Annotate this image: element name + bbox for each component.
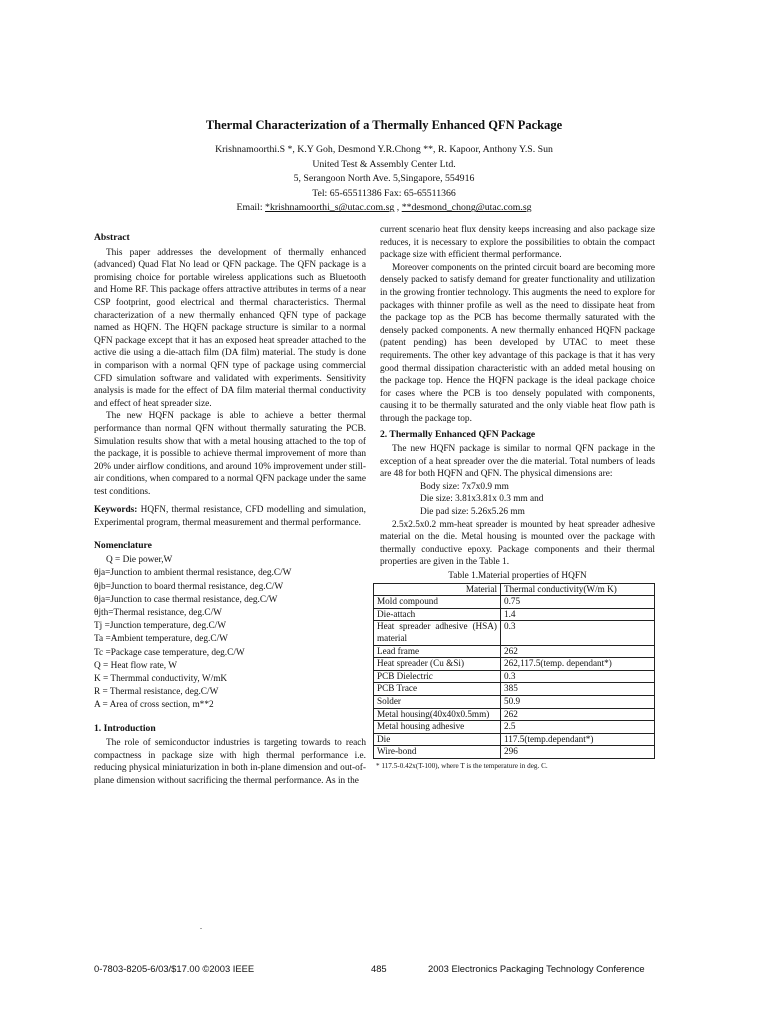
introduction-paragraph: The role of semiconductor industries is targeting towards to reach compactness in package size with high thermal performance i.e. reducing physical miniaturization in both in-plane dimension and out-of-plane dimension without sacrificing the thermal performance. As in the <box>94 738 366 787</box>
intro-paragraph-2: Moreover components on the printed circuit board are becoming more densely packed to satisfy demand for greater functionality and utilization in the growing frontier technology. This augments the need to explore for packages with thinner profile as well as the need to dissipate heat from the package top as the PCB has become thermally saturated with the densely packed components. A new thermally enhanced HQFN package (patent pending) has been developed by UTAC to meet these requirements. The other key advantage of this package is that it has very good thermal dissipation characteristic with an added metal housing on the package top. Hence the HQFN package is the ideal package choice for cases where the PCB is too densely populated with components, causing it to be thermally saturated and the only viable heat flow path is through the package top. <box>380 262 655 424</box>
table-row <box>374 695 655 708</box>
nomenclature-item: Ta =Ambient temperature, deg.C/W <box>94 634 228 645</box>
table-cell: 0.3 <box>501 670 655 683</box>
table-cell: 1.4 <box>501 608 655 621</box>
table-row <box>374 645 655 658</box>
table-row <box>374 708 655 721</box>
nomenclature-item: A = Area of cross section, m**2 <box>94 700 214 711</box>
table-row <box>374 733 655 746</box>
table-header-row <box>374 583 655 596</box>
abstract-paragraph-1: This paper addresses the development of thermally enhanced (advanced) Quad Flat No lead or QFN package. The QFN package is a promising choice for portable wireless applications such as Bluetooth and Home RF. This package offers attractive attributes in terms of a near CSP footprint, good electrical and thermal characteristics. Thermal characterization of a new thermally enhanced QFN type of package named as HQFN. The HQFN package structure is similar to a normal QFN package except that it has an exposed heat spreader attached to the active die using a die-attach film (DA film) material. The study is done in comparison with a normal QFN type of package using commercial CFD simulation software and validated with experiments. Sensitivity analysis is made for the effect of DA film material thermal conductivity and effect of heat spreader size. <box>94 247 366 409</box>
right-column <box>376 224 655 773</box>
table-cell: 262 <box>501 708 655 721</box>
nomenclature-item: θjth=Thermal resistance, deg.C/W <box>94 608 222 619</box>
email-link-1[interactable]: *krishnamoorthi_s@utac.com.sg <box>265 202 395 214</box>
intro-continued-paragraph: current scenario heat flux density keeps increasing and also package size reduces, it is necessary to explore the possibilities to obtain the compact package size with efficient thermal performance. <box>380 225 655 261</box>
table-footnote: * 117.5-0.42x(T-100), where T is the temperature in deg. C. <box>376 761 548 770</box>
table-cell: Metal housing(40x40x0.5mm) <box>374 708 501 721</box>
table-cell: Mold compound <box>374 596 501 609</box>
email-prefix: Email: <box>236 202 266 214</box>
author-address: 5, Serangoon North Ave. 5,Singapore, 554916 <box>293 173 475 185</box>
keywords-text: HQFN, thermal resistance, CFD modelling and simulation, Experimental program, thermal measurement and thermal performance. <box>94 505 366 529</box>
table-caption: Table 1.Material properties of HQFN <box>448 571 587 582</box>
material-properties-table <box>373 583 655 759</box>
table-row <box>374 683 655 696</box>
table-cell: 385 <box>501 683 655 696</box>
table-row <box>374 596 655 609</box>
stray-mark: . <box>200 922 202 931</box>
table-cell: Wire-bond <box>374 746 501 759</box>
table-cell: 296 <box>501 746 655 759</box>
email-separator: , <box>394 202 402 214</box>
table-cell: 50.9 <box>501 695 655 708</box>
author-names: Krishnamoorthi.S *, K.Y Goh, Desmond Y.R.Chong **, R. Kapoor, Anthony Y.S. Sun <box>215 144 553 155</box>
nomenclature-item: Q = Die power,W <box>106 555 173 566</box>
table-cell: 0.75 <box>501 596 655 609</box>
table-cell: 0.3 <box>501 621 655 645</box>
footer-copyright: 0-7803-8205-6/03/$17.00 ©2003 IEEE <box>94 963 255 974</box>
dimension-item: Body size: 7x7x0.9 mm <box>420 481 509 492</box>
nomenclature-item: θja=Junction to case thermal resistance, deg.C/W <box>94 594 278 605</box>
nomenclature-item: K = Thermmal conductivity, W/mK <box>94 674 228 685</box>
nomenclature-item: Q = Heat flow rate, W <box>94 660 178 671</box>
introduction-heading: 1. Introduction <box>94 722 156 734</box>
table-cell: 2.5 <box>501 721 655 734</box>
paper-title: Thermal Characterization of a Thermally Enhanced QFN Package <box>205 118 563 132</box>
nomenclature-item: R = Thermal resistance, deg.C/W <box>94 687 219 698</box>
nomenclature-item: θjb=Junction to board thermal resistance, deg.C/W <box>94 581 284 592</box>
table-row <box>374 721 655 734</box>
table-row <box>374 746 655 759</box>
nomenclature-item: Tj =Junction temperature, deg.C/W <box>94 621 227 632</box>
table-row <box>374 670 655 683</box>
table-header-cell: Thermal conductivity(W/m K) <box>501 583 655 596</box>
dimension-item: Die pad size: 5.26x5.26 mm <box>420 507 525 518</box>
table-row <box>374 621 655 645</box>
author-affiliation: United Test & Assembly Center Ltd. <box>312 158 456 170</box>
table-cell: Die <box>374 733 501 746</box>
table-cell: PCB Trace <box>374 683 501 696</box>
table-row <box>374 658 655 671</box>
table-header-cell: Material <box>374 583 501 596</box>
author-email <box>0 201 768 216</box>
footer-conference: 2003 Electronics Packaging Technology Conference <box>428 963 645 974</box>
nomenclature-list <box>94 554 366 712</box>
table-cell: Lead frame <box>374 645 501 658</box>
section-2-paragraph-2: 2.5x2.5x0.2 mm-heat spreader is mounted by heat spreader adhesive material on the die. Metal housing is mounted over the package with thermally conductive epoxy. Package components and their thermal properties are given in the Table 1. <box>380 519 655 568</box>
table-row <box>374 608 655 621</box>
section-2-paragraph-1: The new HQFN package is similar to normal QFN package in the exception of a heat spreader over the die material. Total numbers of leads are 48 for both HQFN and QFN. The physical dimensions are: <box>380 444 655 480</box>
table-cell: Heat spreader (Cu &Si) <box>374 658 501 671</box>
footer-page-number: 485 <box>371 963 387 974</box>
author-phone: Tel: 65-65511386 Fax: 65-65511366 <box>312 187 456 199</box>
table-cell: Die-attach <box>374 608 501 621</box>
keywords <box>94 504 366 529</box>
table-cell: 117.5(temp.dependant*) <box>501 733 655 746</box>
nomenclature-item: Tc =Package case temperature, deg.C/W <box>94 647 245 658</box>
section-2-heading: 2. Thermally Enhanced QFN Package <box>380 428 536 440</box>
table-cell: 262 <box>501 645 655 658</box>
abstract-paragraph-2: The new HQFN package is able to achieve a better thermal performance than normal QFN without thermally saturating the PCB. Simulation results show that with a metal housing attached to the top of the package, it is possible to achieve thermal improvement of more than 20% under airflow conditions, and around 10% improvement under still-air conditions, when compared to a normal QFN package under the same test conditions. <box>94 411 366 497</box>
table-cell: Solder <box>374 695 501 708</box>
email-link-2[interactable]: **desmond_chong@utac.com.sg <box>401 202 532 214</box>
table-cell: Heat spreader adhesive (HSA) material <box>374 621 501 645</box>
dimension-item: Die size: 3.81x3.81x 0.3 mm and <box>420 494 544 505</box>
table-cell: Metal housing adhesive <box>374 721 501 734</box>
table-cell: PCB Dielectric <box>374 670 501 683</box>
dimension-list <box>380 481 655 519</box>
nomenclature-heading: Nomenclature <box>94 539 152 551</box>
nomenclature-item: θja=Junction to ambient thermal resistance, deg.C/W <box>94 568 292 579</box>
abstract-heading: Abstract <box>94 232 130 243</box>
author-block <box>0 143 768 216</box>
left-column <box>94 232 366 788</box>
keywords-label: Keywords: <box>94 505 138 516</box>
table-cell: 262,117.5(temp. dependant*) <box>501 658 655 671</box>
